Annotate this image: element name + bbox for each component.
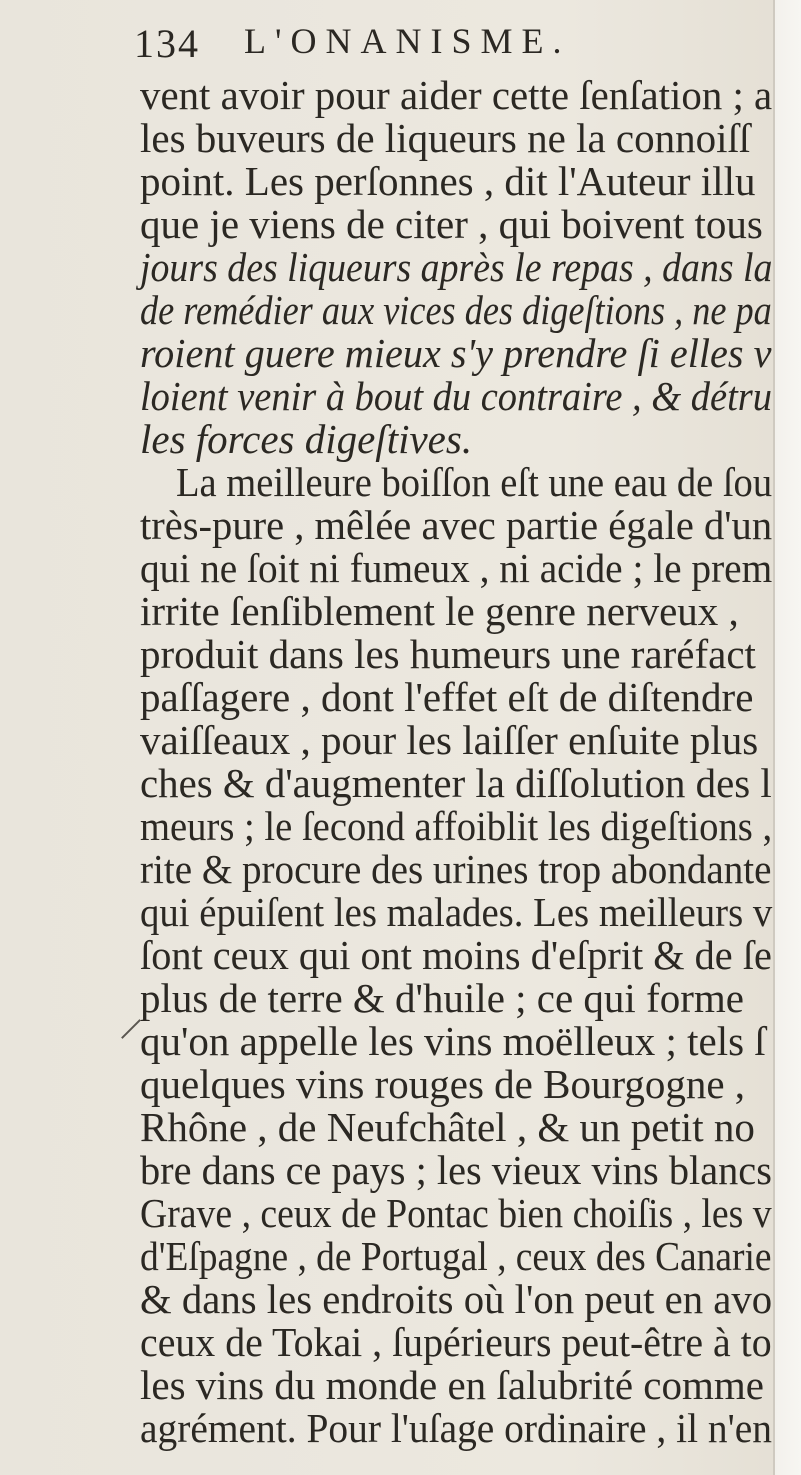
text-line: ceux de Tokai , ſupérieurs peut-être à to [140,1319,772,1365]
text-line: que je viens de citer , qui boivent tous [140,201,763,247]
text-line: & dans les endroits où l'on peut en avo [140,1276,773,1322]
text-line: rite & procure des urines trop abondante [140,846,772,892]
text-line: les vins du monde en ſalubrité comme [140,1362,764,1408]
text-line: ſont ceux qui ont moins d'eſprit & de ſe [140,932,772,978]
text-line: de remédier aux vices des digeſtions , ne pa [140,287,772,333]
text-line: agrément. Pour l'uſage ordinaire , il n'en [140,1405,772,1451]
text-line: loient venir à bout du contraire , & détru [140,373,772,419]
text-line: vent avoir pour aider cette ſenſation ; a [140,72,773,118]
text-line: meurs ; le ſecond affoiblit les digeſtions , [140,803,773,849]
page-number: 134 [134,21,200,66]
ink-mark [121,1019,141,1039]
text-line: qui ne ſoit ni fumeux , ni acide ; le prem [140,545,773,591]
text-line: qui épuiſent les malades. Les meilleurs v [140,889,773,935]
text-line: Grave , ceux de Pontac bien choiſis , les v [140,1190,772,1236]
text-line: produit dans les humeurs une raréfact [140,631,756,677]
text-line: Rhône , de Neufchâtel , & un petit no [140,1104,755,1150]
text-line: vaiſſeaux , pour les laiſſer enſuite plus [140,717,759,763]
text-line: quelques vins rouges de Bourgogne , [140,1061,746,1107]
text-line: roient guere mieux s'y prendre ſi elles v [140,330,772,376]
text-line: très-pure , mêlée avec partie égale d'un [140,502,773,548]
text-line: d'Eſpagne , de Portugal , ceux des Canarie [140,1233,772,1279]
text-line: paſſagere , dont l'effet eſt de diſtendre [140,674,754,720]
text-line: les forces digeſtives. [140,416,473,462]
running-head: L'ONANISME. [244,21,571,61]
text-line: plus de terre & d'huile ; ce qui forme [140,975,744,1021]
page-edge [773,0,801,1475]
text-line: jours des liqueurs après le repas , dans la [140,244,773,290]
text-line: irrite ſenſiblement le genre nerveux , [140,588,739,634]
text-line: bre dans ce pays ; les vieux vins blancs [140,1147,772,1193]
text-line: qu'on appelle les vins moëlleux ; tels ſ [140,1018,766,1064]
text-line: point. Les perſonnes , dit l'Auteur illu [140,158,756,204]
paragraph-start-line: La meilleure boiſſon eſt une eau de ſou [176,459,773,505]
text-line: les buveurs de liqueurs ne la connoiſſ [140,115,751,161]
page-header [134,20,774,72]
text-line: ches & d'augmenter la diſſolution des l [140,760,772,806]
